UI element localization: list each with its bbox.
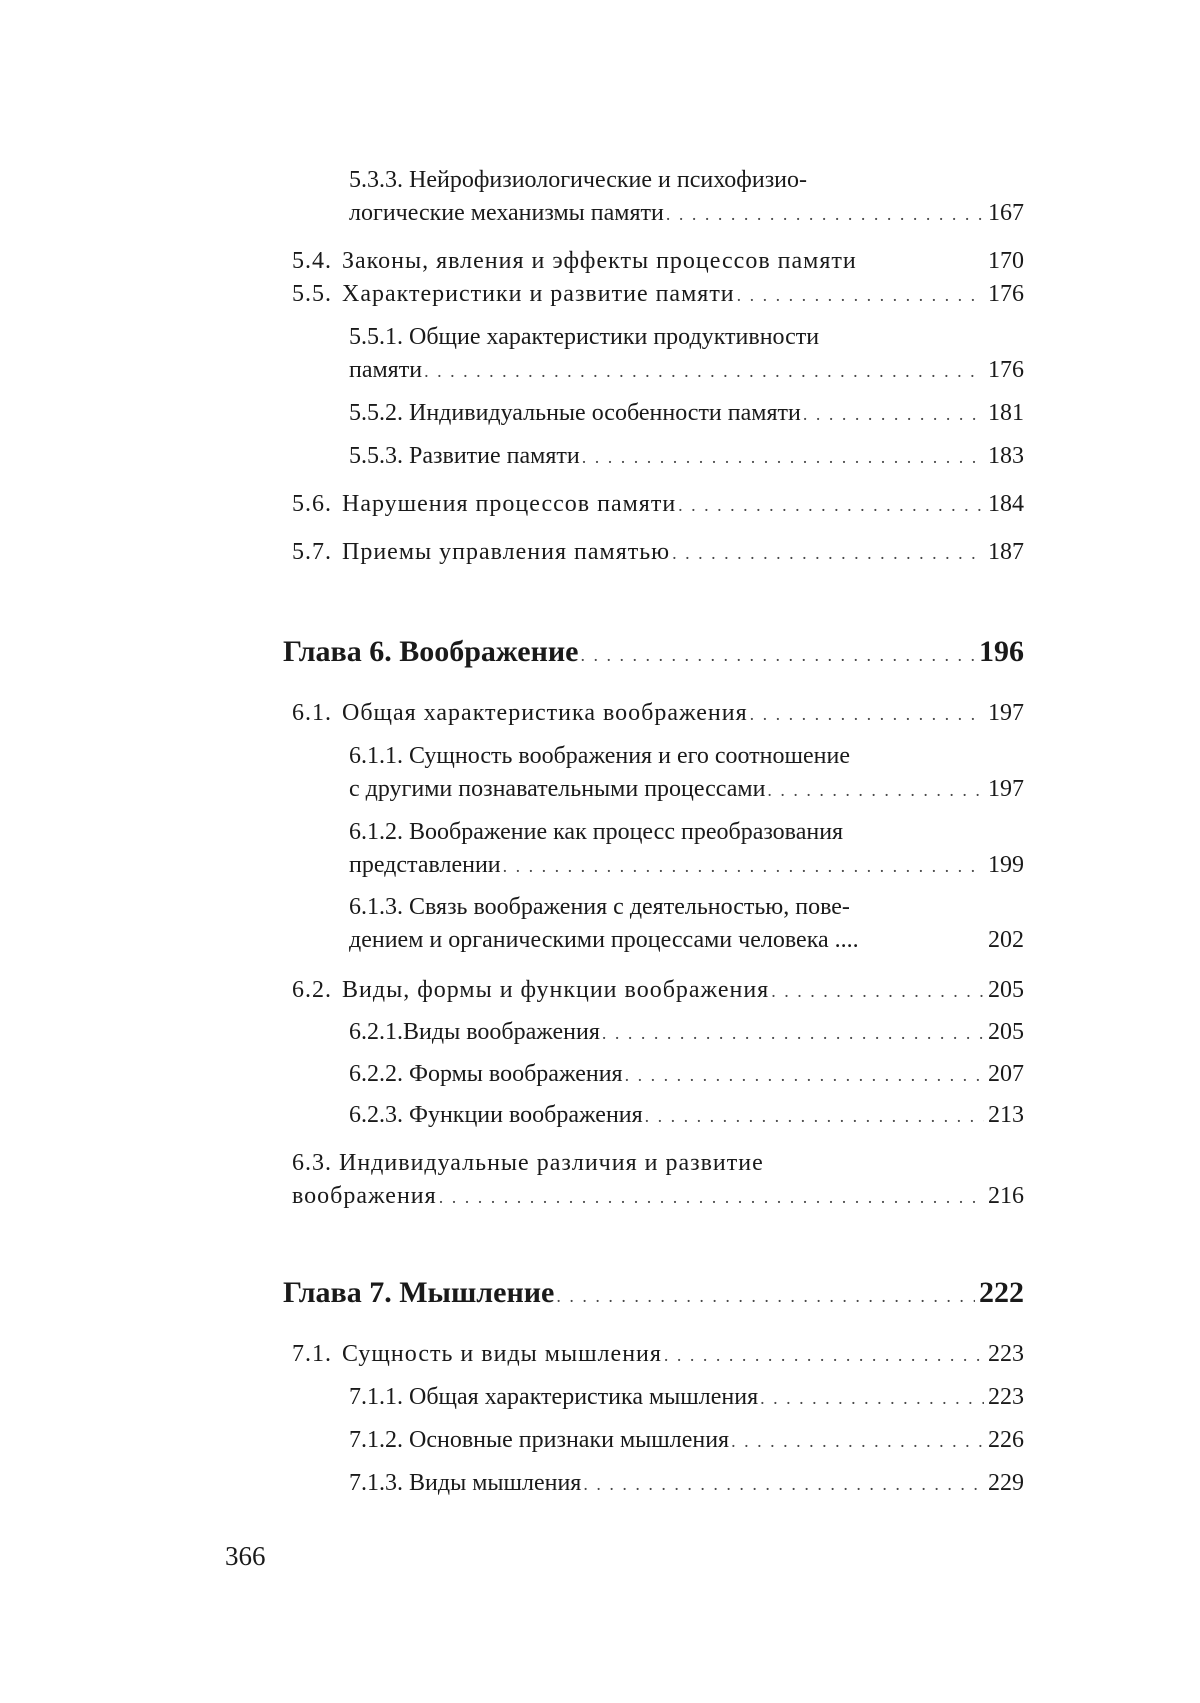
toc-entry-5-7	[292, 537, 1024, 568]
leader-dots	[767, 775, 984, 805]
toc-entry-title: Характеристики и развитие памяти	[342, 281, 735, 307]
toc-entry-title: с другими познавательными процессами	[349, 776, 766, 802]
toc-entry-title: 5.5.3. Развитие памяти	[349, 443, 580, 469]
toc-entry-number: 5.7.	[292, 539, 332, 565]
toc-entry-title: Приемы управления памятью	[342, 539, 671, 565]
leader-dots	[581, 637, 976, 673]
toc-entry-7-1-1	[349, 1382, 1024, 1413]
toc-entry-7-1	[292, 1339, 1024, 1370]
toc-entry-number: 5.4.	[292, 248, 332, 274]
leader-dots	[771, 976, 984, 1006]
toc-page-number: 170	[988, 248, 1024, 274]
toc-entry-7-1-2	[349, 1425, 1024, 1456]
toc-entry-5-5-1-line2	[349, 355, 1024, 386]
leader-dots	[583, 1469, 984, 1499]
toc-entry-6-1-3-line2	[349, 925, 1024, 955]
toc-entry-5-4	[292, 246, 1024, 276]
toc-entry-6-2-3	[349, 1100, 1024, 1131]
toc-page-number: 222	[979, 1276, 1024, 1309]
leader-dots	[424, 356, 984, 386]
toc-entry-title: 7.1.1. Общая характеристика мышления	[349, 1384, 759, 1410]
leader-dots	[737, 280, 984, 310]
toc-entry-title: воображения	[292, 1183, 437, 1209]
toc-entry-title: логические механизмы памяти	[349, 200, 664, 226]
toc-page-number: 196	[979, 635, 1024, 668]
leader-dots	[666, 199, 984, 229]
leader-dots	[503, 851, 984, 881]
toc-chapter-title: Глава 7. Мышление	[283, 1276, 555, 1309]
toc-entry-title: 6.1.1. Сущность воображения и его соотношение	[349, 743, 850, 769]
toc-entry-5-5	[292, 279, 1024, 310]
toc-entry-title: Сущность и виды мышления	[342, 1341, 662, 1367]
toc-entry-5-3-3-line2	[349, 198, 1024, 229]
toc-page-number: 199	[988, 852, 1024, 878]
toc-entry-5-5-3	[349, 441, 1024, 472]
toc-entry-5-5-1-line1	[349, 322, 1024, 352]
toc-entry-number: 7.1.	[292, 1341, 332, 1367]
toc-entry-6-2-2	[349, 1059, 1024, 1090]
toc-page-number: 229	[988, 1470, 1024, 1496]
toc-entry-title: Виды, формы и функции воображения	[342, 977, 770, 1003]
toc-entry-title: 7.1.2. Основные признаки мышления	[349, 1427, 730, 1453]
toc-page-number: 207	[988, 1061, 1024, 1087]
toc-entry-6-2-1	[349, 1017, 1024, 1048]
toc-page-number: 183	[988, 443, 1024, 469]
toc-page-number: 197	[988, 700, 1024, 726]
leader-dots	[625, 1060, 984, 1090]
toc-entry-title: представлении	[349, 852, 501, 878]
toc-entry-title: 5.5.1. Общие характеристики продуктивности	[349, 324, 820, 350]
toc-chapter-title: Глава 6. Воображение	[283, 635, 579, 668]
toc-entry-6-3-line1	[292, 1148, 1024, 1178]
toc-entry-5-3-3-line1	[349, 165, 1024, 195]
toc-entry-number: 5.6.	[292, 491, 332, 517]
toc-page-number: 176	[988, 281, 1024, 307]
toc-page-number: 205	[988, 977, 1024, 1003]
toc-entry-title: 6.1.3. Связь воображения с деятельностью, пове-	[349, 894, 850, 920]
toc-entry-title: 6.2.2. Формы воображения	[349, 1061, 623, 1087]
toc-entry-number: 5.5.	[292, 281, 332, 307]
toc-page-number: 184	[988, 491, 1024, 517]
toc-entry-title: 5.3.3. Нейрофизиологические и психофизио-	[349, 167, 808, 193]
toc-entry-title: Законы, явления и эффекты процессов памяти	[342, 248, 857, 274]
toc-entry-6-3-line2	[292, 1181, 1024, 1212]
toc-entry-7-1-3	[349, 1468, 1024, 1499]
leader-dots	[803, 399, 984, 429]
toc-page-number: 216	[988, 1183, 1024, 1209]
leader-dots	[556, 1278, 975, 1314]
toc-page-number: 181	[988, 400, 1024, 426]
toc-chapter-6	[283, 634, 1024, 673]
leader-dots	[664, 1340, 984, 1370]
leader-dots	[678, 490, 984, 520]
toc-page-number: 202	[988, 927, 1024, 953]
toc-page-number: 205	[988, 1019, 1024, 1045]
toc-entry-title: памяти	[349, 357, 423, 383]
toc-entry-title: 6.2.3. Функции воображения	[349, 1102, 643, 1128]
toc-page-number: 176	[988, 357, 1024, 383]
leader-dots	[602, 1018, 984, 1048]
toc-entry-6-1	[292, 698, 1024, 729]
toc-page-number: 213	[988, 1102, 1024, 1128]
toc-page-number: 187	[988, 539, 1024, 565]
toc-entry-title: 7.1.3. Виды мышления	[349, 1470, 582, 1496]
toc-entry-number: 6.1.	[292, 700, 332, 726]
leader-dots	[439, 1182, 984, 1212]
toc-entry-title: дением и органическими процессами человека ....	[349, 927, 859, 953]
leader-dots	[731, 1426, 984, 1456]
toc-entry-title: 6.3. Индивидуальные различия и развитие	[292, 1150, 764, 1176]
toc-page-number: 223	[988, 1384, 1024, 1410]
toc-entry-5-5-2	[349, 398, 1024, 429]
toc-entry-5-6	[292, 489, 1024, 520]
leader-dots	[645, 1101, 984, 1131]
toc-page-number: 197	[988, 776, 1024, 802]
toc-entry-title: 6.1.2. Воображение как процесс преобразования	[349, 819, 844, 845]
toc-entry-title: Общая характеристика воображения	[342, 700, 748, 726]
toc-entry-number: 6.2.	[292, 977, 332, 1003]
toc-page-number: 167	[988, 200, 1024, 226]
toc-entry-title: 5.5.2. Индивидуальные особенности памяти	[349, 400, 801, 426]
toc-entry-6-1-2-line1	[349, 817, 1024, 847]
toc-entry-6-1-3-line1	[349, 892, 1024, 922]
page-number: 366	[225, 1541, 266, 1571]
toc-entry-title: Нарушения процессов памяти	[342, 491, 677, 517]
toc-entry-6-2	[292, 975, 1024, 1006]
toc-page-number: 226	[988, 1427, 1024, 1453]
toc-page-number: 223	[988, 1341, 1024, 1367]
leader-dots	[760, 1383, 984, 1413]
toc-chapter-7	[283, 1275, 1024, 1314]
toc-entry-6-1-1-line2	[349, 774, 1024, 805]
toc-entry-6-1-2-line2	[349, 850, 1024, 881]
leader-dots	[672, 538, 984, 568]
leader-dots	[750, 699, 984, 729]
toc-entry-6-1-1-line1	[349, 741, 1024, 771]
leader-dots	[582, 442, 984, 472]
toc-entry-title: 6.2.1.Виды воображения	[349, 1019, 600, 1045]
